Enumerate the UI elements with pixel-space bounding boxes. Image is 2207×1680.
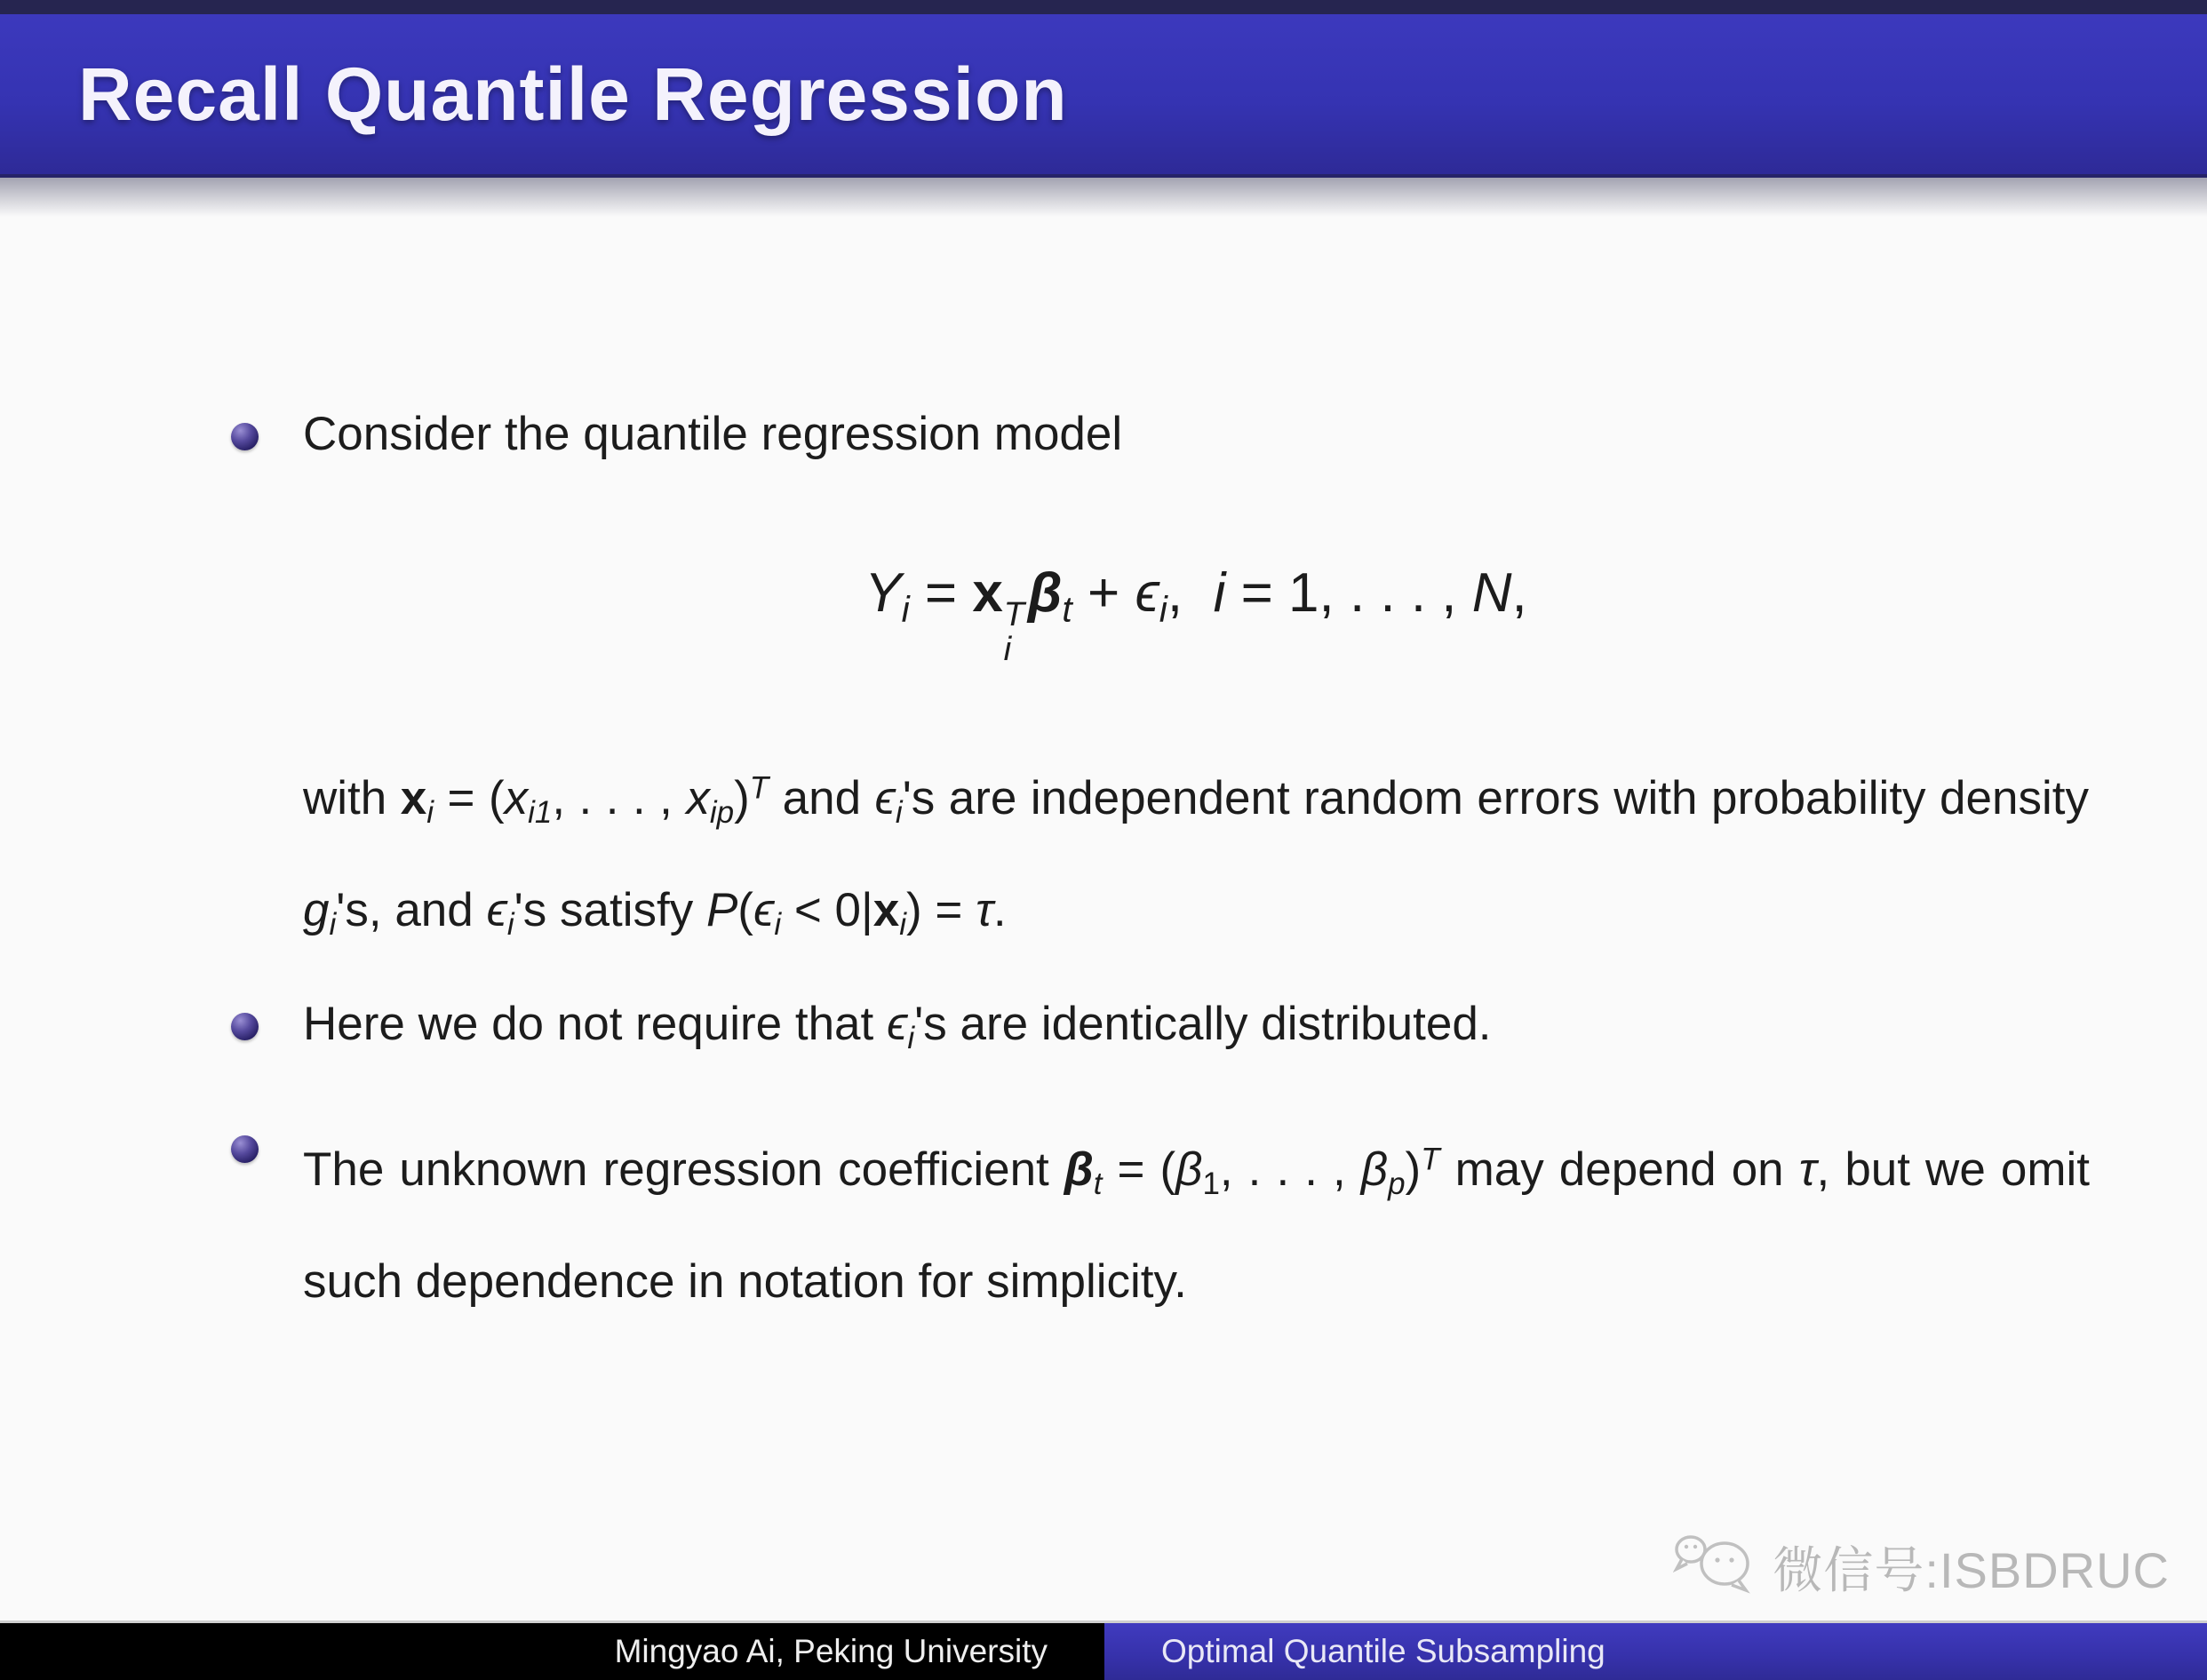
bullet-2-text: Here we do not require that ϵi's are identically distributed. — [303, 998, 1492, 1055]
bullet-3-text: The unknown regression coefficient βt = (β1, . . . , βp)$^T$ may depend on τ, but we omit such dependence in notation for simplicity. — [303, 1142, 2090, 1309]
page-title: Recall Quantile Regression — [78, 52, 1068, 136]
slide-header — [0, 14, 2207, 178]
bullet-sphere-icon — [231, 1013, 259, 1040]
bullet-item-1 — [231, 402, 2090, 466]
footer — [0, 1620, 2207, 1680]
footer-deck-title: Optimal Quantile Subsampling — [1104, 1623, 2207, 1680]
model-description-paragraph: with xi = (xi1, . . . , xip)$^T$ and ϵi's are independent random errors with probability density gi's, and ϵi's satisfy P(ϵi < 0|xi) = τ. — [303, 770, 2089, 942]
footer-author: Mingyao Ai, Peking University — [0, 1623, 1104, 1680]
wechat-bubbles-icon — [1673, 1526, 1758, 1607]
bullet-item-2 — [231, 991, 2090, 1060]
top-strip — [0, 0, 2207, 14]
bullet-sphere-icon — [231, 423, 259, 450]
slide-body — [0, 217, 2207, 1620]
watermark-text: 微信号:ISBDRUC — [1773, 1541, 2170, 1598]
watermark — [1673, 1526, 2170, 1607]
bullet-sphere-icon — [231, 1135, 259, 1163]
bullet-item-3 — [231, 1114, 2090, 1338]
header-shadow — [0, 178, 2207, 217]
bullet-1-text: Consider the quantile regression model — [303, 408, 1123, 460]
quantile-model-formula: Yi = x T i βt + ϵi, i = 1, . . . , N, — [864, 562, 1527, 669]
